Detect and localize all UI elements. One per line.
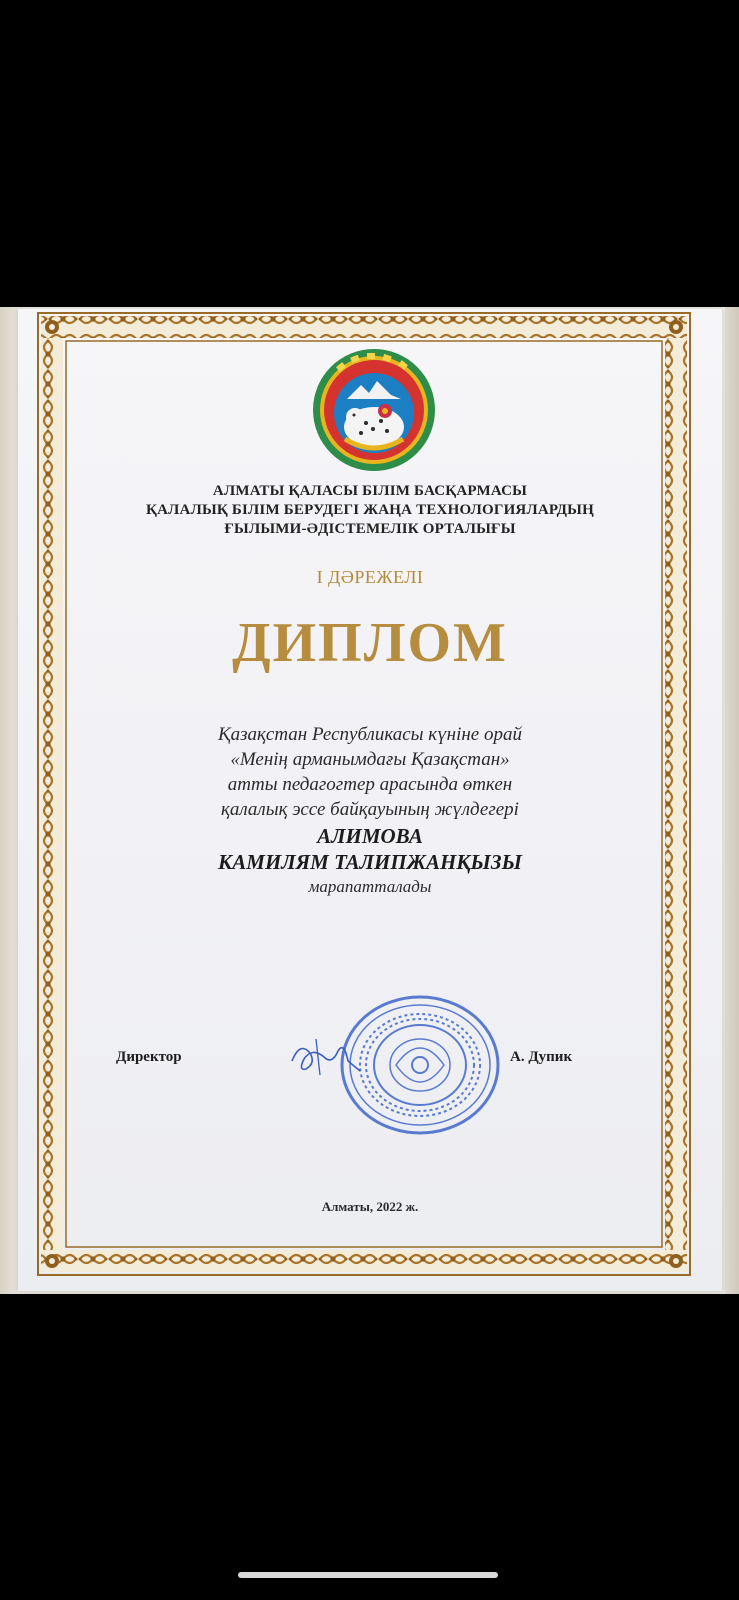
almaty-emblem-icon [311,347,437,473]
place-and-date: Алматы, 2022 ж. [321,1199,419,1214]
diploma-title: ДИПЛОМ [232,612,508,674]
award-text-line-3: атты педагогтер арасында өткен [227,774,513,795]
signer-title: Директор [116,1049,182,1065]
home-indicator-bar[interactable] [238,1572,498,1578]
award-text-line-2: «Менің арманымдағы Қазақстан» [230,749,510,770]
recipient-name: КАМИЛЯМ ТАЛИПЖАНҚЫЗЫ [218,850,522,874]
award-text-line-1: Қазақстан Республикасы күніне орай [218,724,522,745]
organization-line-3: ҒЫЛЫМИ-ӘДІСТЕМЕЛІК ОРТАЛЫҒЫ [224,521,516,537]
wall-background-right [725,307,739,1294]
awarded-text: марапатталады [308,877,432,896]
organization-line-2: ҚАЛАЛЫҚ БІЛІМ БЕРУДЕГІ ЖАҢА ТЕХНОЛОГИЯЛАРДЫҢ [146,502,594,518]
recipient-surname: АЛИМОВА [317,824,423,848]
certificate-photo [0,307,739,1294]
award-text-line-4: қалалық эссе байқауының жүлдегері [221,799,519,820]
organization-line-1: АЛМАТЫ ҚАЛАСЫ БІЛІМ БАСҚАРМАСЫ [212,483,528,499]
diploma-sheet [18,309,722,1291]
degree-label: І ДӘРЕЖЕЛІ [316,567,424,587]
handwritten-signature [286,1031,366,1081]
signer-name: А. Дупик [510,1049,573,1065]
